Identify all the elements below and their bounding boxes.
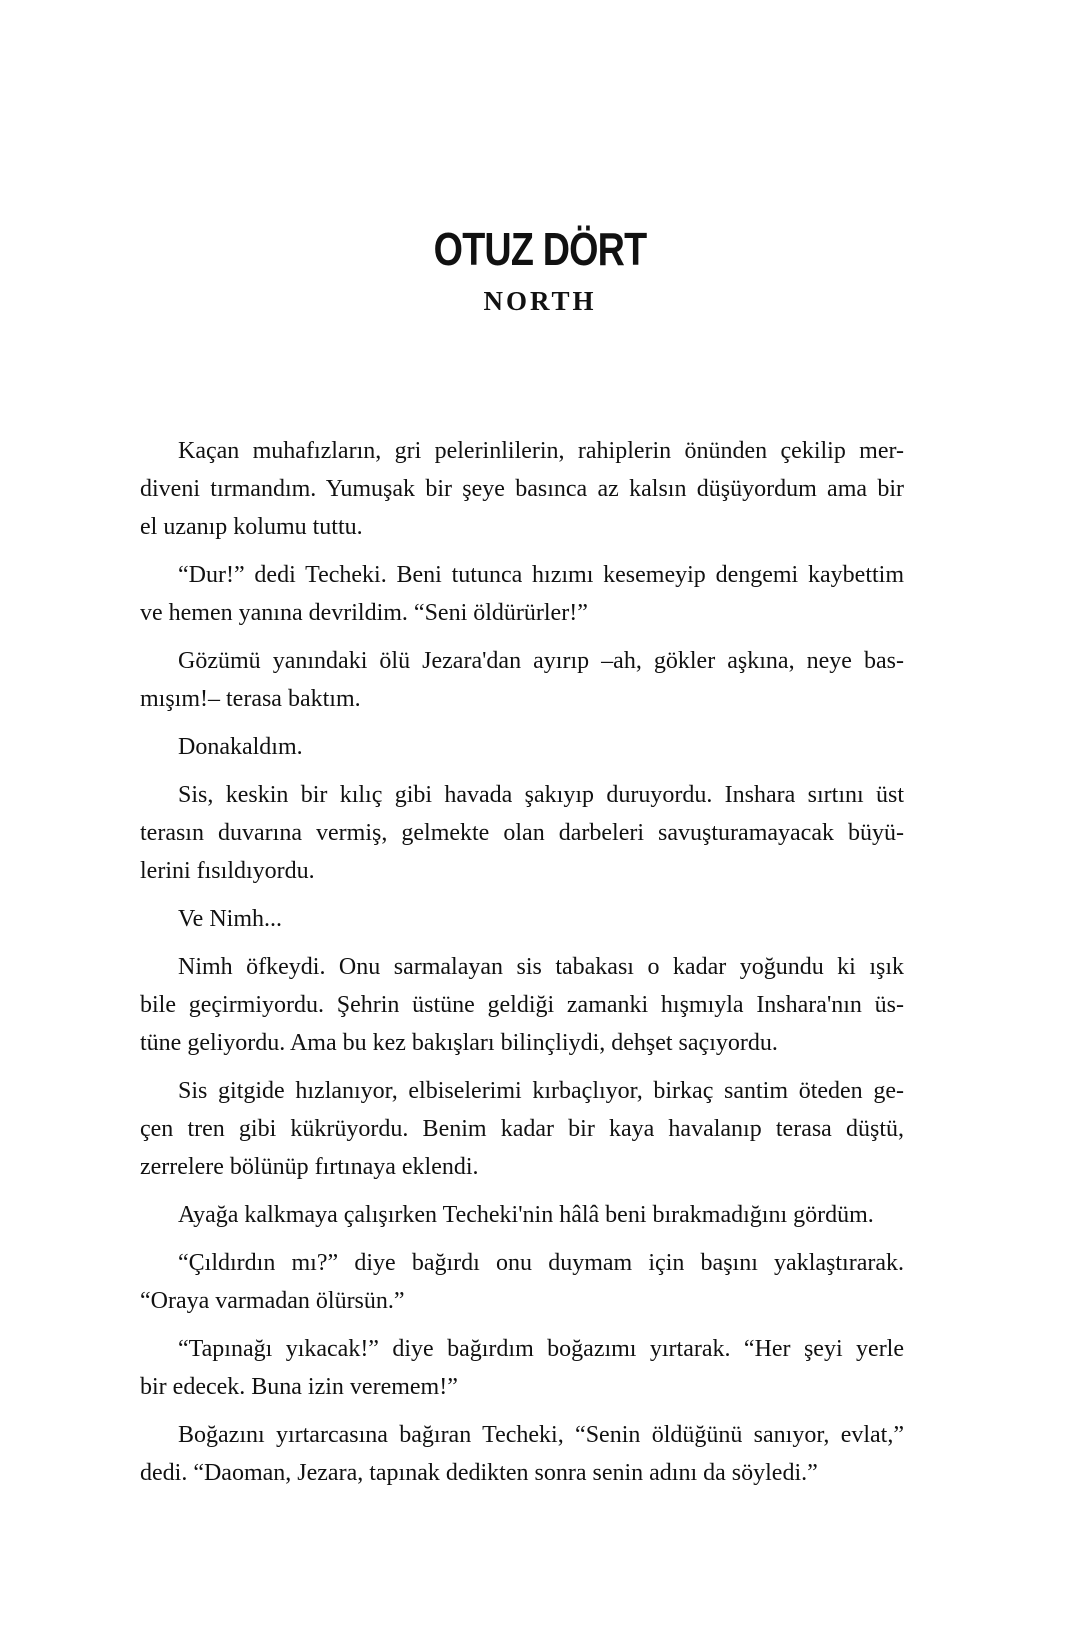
text-line: “Dur!” dedi Techeki. Beni tutunca hızımı kesemeyip dengemi kaybettim xyxy=(178,562,904,588)
text-line: “Tapınağı yıkacak!” diye bağırdım boğazımı yırtarak. “Her şeyi yerle xyxy=(178,1336,904,1362)
text-line: dedi. “Daoman, Jezara, tapınak dedikten sonra senin adını da söyledi.” xyxy=(140,1460,818,1486)
text-line: “Oraya varmadan ölürsün.” xyxy=(140,1288,405,1314)
paragraph xyxy=(140,642,904,718)
text-line: “Çıldırdın mı?” diye bağırdı onu duymam için başını yaklaştırarak. xyxy=(178,1250,904,1276)
chapter-subtitle: NORTH xyxy=(483,286,597,316)
text-line: Ayağa kalkmaya çalışırken Techeki'nin hâlâ beni bırakmadığını gördüm. xyxy=(178,1202,874,1228)
text-line: Gözümü yanındaki ölü Jezara'dan ayırıp –ah, gökler aşkına, neye bas- xyxy=(178,648,904,674)
text-line: Sis, keskin bir kılıç gibi havada şakıyıp duruyordu. Inshara sırtını üst xyxy=(178,782,904,808)
chapter-body xyxy=(140,432,904,1502)
text-line: el uzanıp kolumu tuttu. xyxy=(140,514,363,540)
text-line: Donakaldım. xyxy=(178,734,303,760)
paragraph xyxy=(140,1416,904,1492)
text-line: zerrelere bölünüp fırtınaya eklendi. xyxy=(140,1154,479,1180)
text-line: çen tren gibi kükrüyordu. Benim kadar bir kaya havalanıp terasa düştü, xyxy=(140,1116,904,1142)
text-line: Ve Nimh... xyxy=(178,906,282,932)
text-line: Sis gitgide hızlanıyor, elbiselerimi kırbaçlıyor, birkaç santim öteden ge- xyxy=(178,1078,904,1104)
paragraph xyxy=(140,776,904,890)
chapter-title: OTUZ DÖRT xyxy=(433,223,647,275)
text-line: ve hemen yanına devrildim. “Seni öldürürler!” xyxy=(140,600,588,626)
text-line: lerini fısıldıyordu. xyxy=(140,858,315,884)
paragraph xyxy=(140,556,904,632)
text-line: diveni tırmandım. Yumuşak bir şeye basınca az kalsın düşüyordum ama bir xyxy=(140,476,904,502)
text-line: mışım!– terasa baktım. xyxy=(140,686,361,712)
paragraph xyxy=(140,432,904,546)
paragraph xyxy=(140,948,904,1062)
paragraph xyxy=(140,1244,904,1320)
paragraph xyxy=(140,728,904,766)
paragraph xyxy=(140,1330,904,1406)
paragraph xyxy=(140,900,904,938)
text-line: Nimh öfkeydi. Onu sarmalayan sis tabakası o kadar yoğundu ki ışık xyxy=(178,954,904,980)
text-line: Boğazını yırtarcasına bağıran Techeki, “Senin öldüğünü sanıyor, evlat,” xyxy=(178,1422,904,1448)
text-line: bir edecek. Buna izin veremem!” xyxy=(140,1374,458,1400)
text-line: tüne geliyordu. Ama bu kez bakışları bilinçliydi, dehşet saçıyordu. xyxy=(140,1030,778,1056)
paragraph xyxy=(140,1196,904,1234)
paragraph xyxy=(140,1072,904,1186)
text-line: bile geçirmiyordu. Şehrin üstüne geldiği zamanki hışmıyla Inshara'nın üs- xyxy=(140,992,904,1018)
text-line: terasın duvarına vermiş, gelmekte olan darbeleri savuşturamayacak büyü- xyxy=(140,820,904,846)
text-line: Kaçan muhafızların, gri pelerinlilerin, rahiplerin önünden çekilip mer- xyxy=(178,438,904,464)
